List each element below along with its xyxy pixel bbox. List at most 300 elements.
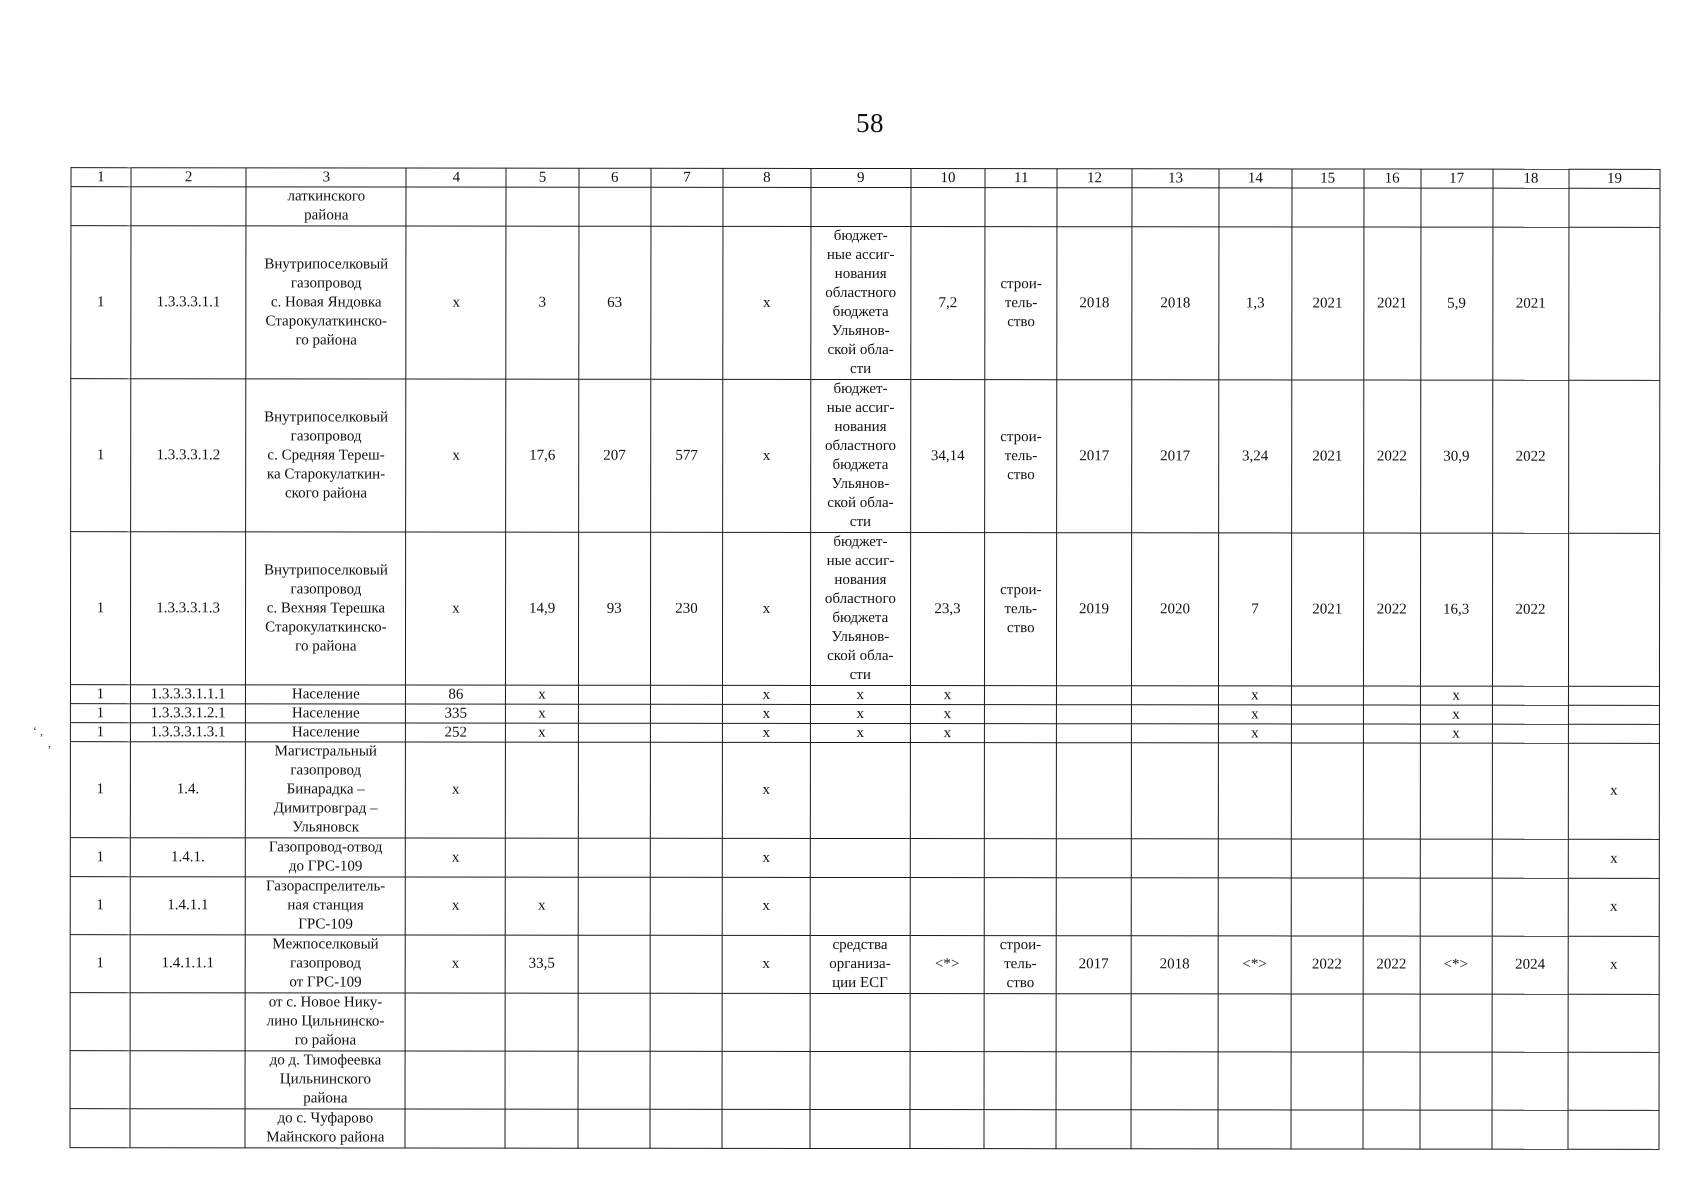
table-cell xyxy=(505,993,577,1051)
table-cell xyxy=(1420,994,1492,1052)
table-cell: х xyxy=(722,877,810,935)
table-cell: 1,3 xyxy=(1219,227,1291,380)
table-cell: 3 xyxy=(506,226,578,379)
table-cell: 2022 xyxy=(1363,533,1420,686)
table-cell: х xyxy=(506,704,578,723)
table-cell xyxy=(1057,839,1131,878)
table-cell xyxy=(1131,1052,1219,1110)
table-cell xyxy=(505,1109,577,1148)
table-cell xyxy=(723,187,811,226)
table-cell: <*> xyxy=(1218,936,1290,994)
table-cell xyxy=(1219,878,1291,936)
table-cell xyxy=(406,187,506,226)
table-cell xyxy=(1219,839,1291,878)
table-cell: 2021 xyxy=(1291,380,1363,533)
table-cell xyxy=(910,743,984,839)
table-cell xyxy=(1492,1052,1568,1110)
table-row xyxy=(71,379,1660,534)
table-cell xyxy=(1291,878,1363,936)
table-cell: х xyxy=(1568,839,1659,878)
table-cell: 1 xyxy=(70,838,130,877)
table-cell xyxy=(578,704,650,723)
table-cell xyxy=(984,839,1056,878)
table-row xyxy=(70,935,1659,995)
table-cell: Население xyxy=(246,685,406,704)
table-cell: х xyxy=(406,226,506,379)
table-row xyxy=(70,1051,1659,1111)
column-number-cell: 7 xyxy=(651,168,723,187)
table-cell xyxy=(810,1109,910,1148)
table-cell xyxy=(1420,743,1492,839)
table-cell xyxy=(1364,188,1421,227)
table-cell: 2017 xyxy=(1057,380,1131,533)
table-cell: 63 xyxy=(578,226,650,379)
table-cell: х xyxy=(406,877,506,935)
table-cell: 1 xyxy=(71,379,131,532)
table-cell: до д. Тимофеевка Цильнинского района xyxy=(245,1051,405,1109)
column-number-cell: 9 xyxy=(811,168,911,187)
table-cell: х xyxy=(810,723,910,742)
column-number-cell: 4 xyxy=(406,168,506,187)
table-cell xyxy=(1132,188,1220,227)
table-cell: Внутрипоселковый газопровод с. Новая Яндовка Старокулаткинско- го района xyxy=(246,226,406,379)
table-cell: х xyxy=(406,838,506,877)
table-row xyxy=(70,723,1659,744)
column-number-cell: 17 xyxy=(1421,169,1493,188)
table-cell xyxy=(910,1052,984,1110)
table-cell xyxy=(130,993,246,1051)
table-cell xyxy=(130,1109,246,1148)
table-cell xyxy=(71,187,131,226)
table-cell xyxy=(1057,878,1131,936)
table-cell xyxy=(70,1109,130,1148)
table-cell xyxy=(1363,743,1420,839)
table-cell: х xyxy=(506,685,578,704)
column-number-cell: 8 xyxy=(723,168,811,187)
table-cell xyxy=(650,838,722,877)
column-number-cell: 11 xyxy=(985,169,1057,188)
table-cell xyxy=(1291,686,1363,705)
table-cell: х xyxy=(910,724,984,743)
table-cell: 2024 xyxy=(1492,936,1568,994)
margin-mark: , xyxy=(48,736,51,750)
table-cell: х xyxy=(723,379,811,532)
table-cell xyxy=(910,994,984,1052)
column-number-cell: 14 xyxy=(1219,169,1291,188)
table-cell xyxy=(910,878,984,936)
table-cell xyxy=(1420,1052,1492,1110)
table-cell xyxy=(811,187,911,226)
column-number-cell: 1 xyxy=(71,168,131,187)
table-cell: бюджет- ные ассиг- нования областного бюджета Ульянов- ской обла- сти xyxy=(810,532,910,685)
table-cell: Межпоселковый газопровод от ГРС-109 xyxy=(246,935,406,993)
table-cell xyxy=(910,1110,984,1149)
column-number-cell: 16 xyxy=(1364,169,1421,188)
table-cell xyxy=(1363,705,1420,724)
table-cell: 207 xyxy=(578,379,650,532)
table-cell: х xyxy=(1219,686,1291,705)
table-cell xyxy=(506,742,578,838)
table-row xyxy=(71,187,1660,228)
table-cell xyxy=(1363,1052,1420,1110)
table-cell xyxy=(579,187,651,226)
table-cell: х xyxy=(506,877,578,935)
table-cell xyxy=(1131,724,1219,743)
column-number-cell: 3 xyxy=(246,168,406,187)
table-cell xyxy=(984,743,1056,839)
table-cell: 2019 xyxy=(1057,533,1131,686)
table-cell: 14,9 xyxy=(506,532,578,685)
table-cell xyxy=(578,723,650,742)
table-cell xyxy=(1057,686,1131,705)
table-cell: строи- тель- ство xyxy=(984,936,1056,994)
table-cell xyxy=(1363,686,1420,705)
table-row xyxy=(70,877,1659,937)
table-cell: х xyxy=(722,838,810,877)
table-cell xyxy=(578,838,650,877)
table-cell xyxy=(1131,743,1219,839)
table-cell xyxy=(1363,1110,1420,1149)
table-cell xyxy=(1131,994,1219,1052)
table-cell xyxy=(1131,839,1219,878)
table-cell xyxy=(1291,705,1363,724)
table-cell: 93 xyxy=(578,532,650,685)
table-cell xyxy=(1218,994,1290,1052)
table-cell xyxy=(1492,1110,1568,1149)
column-number-cell: 13 xyxy=(1132,169,1220,188)
table-cell xyxy=(650,1051,722,1109)
table-cell xyxy=(70,1051,130,1109)
table-cell: средства организа- ции ЕСГ xyxy=(810,935,910,993)
table-cell: <*> xyxy=(1420,936,1492,994)
table-cell xyxy=(131,187,247,226)
table-cell: строи- тель- ство xyxy=(985,380,1057,533)
table-cell: Газораспрелитель- ная станция ГРС-109 xyxy=(246,877,406,935)
table-cell: х xyxy=(723,226,811,379)
table-row xyxy=(70,838,1659,879)
table-cell xyxy=(1291,1052,1363,1110)
data-table xyxy=(69,167,1660,1150)
table-cell xyxy=(1218,1110,1290,1149)
table-cell xyxy=(1057,705,1131,724)
table-cell xyxy=(578,742,650,838)
table-cell: 1 xyxy=(71,226,131,379)
table-cell xyxy=(578,993,650,1051)
table-cell: 252 xyxy=(406,723,506,742)
table-cell: Внутрипоселковый газопровод с. Вехняя Терешка Старокулаткинско- го района xyxy=(246,532,406,685)
table-cell: 33,5 xyxy=(506,935,578,993)
table-cell xyxy=(722,1051,810,1109)
table-cell xyxy=(1363,724,1420,743)
table-cell: 1 xyxy=(70,685,130,704)
table-cell xyxy=(1363,839,1420,878)
table-cell xyxy=(1492,839,1568,878)
table-cell: бюджет- ные ассиг- нования областного бюджета Ульянов- ской обла- сти xyxy=(811,226,911,379)
table-cell: 577 xyxy=(650,379,722,532)
table-cell xyxy=(985,188,1057,227)
table-cell: строи- тель- ство xyxy=(985,227,1057,380)
table-cell: 2022 xyxy=(1291,936,1363,994)
table-cell: 2022 xyxy=(1492,380,1569,533)
table-cell xyxy=(405,993,505,1051)
column-number-cell: 18 xyxy=(1493,169,1569,188)
table-cell: бюджет- ные ассиг- нования областного бюджета Ульянов- ской обла- сти xyxy=(810,379,910,532)
table-cell: до с. Чуфарово Майнского района xyxy=(245,1109,405,1148)
table-cell: 1 xyxy=(70,877,130,935)
table-cell: 1.4.1. xyxy=(130,838,246,877)
table-cell: х xyxy=(722,723,810,742)
table-cell: 2021 xyxy=(1493,227,1570,380)
table-cell: Магистральный газопровод Бинарадка – Димитровград – Ульяновск xyxy=(246,742,406,838)
table-cell xyxy=(985,686,1057,705)
table-cell xyxy=(810,838,910,877)
table-cell xyxy=(1492,724,1568,743)
table-cell xyxy=(1291,1110,1363,1149)
table-cell: 7 xyxy=(1219,533,1291,686)
table-cell: Население xyxy=(246,723,406,742)
table-cell: 1.3.3.3.1.2 xyxy=(130,379,246,532)
table-cell xyxy=(1131,686,1219,705)
table-cell xyxy=(650,935,722,993)
table-cell xyxy=(1056,994,1130,1052)
table-cell xyxy=(1493,188,1569,227)
column-number-cell: 12 xyxy=(1057,169,1131,188)
table-cell xyxy=(1363,994,1420,1052)
table-cell xyxy=(1569,686,1660,705)
table-cell: х xyxy=(810,704,910,723)
table-cell xyxy=(1420,878,1492,936)
table-row xyxy=(70,685,1659,706)
table-cell xyxy=(1291,839,1363,878)
table-cell: 2018 xyxy=(1131,936,1219,994)
table-cell: Газопровод-отвод до ГРС-109 xyxy=(246,838,406,877)
column-number-cell: 10 xyxy=(911,169,985,188)
table-cell xyxy=(1492,994,1568,1052)
table-cell xyxy=(1056,1110,1130,1149)
table-cell: х xyxy=(406,532,506,685)
table-cell xyxy=(1056,1052,1130,1110)
table-row xyxy=(70,532,1659,687)
table-cell xyxy=(911,188,985,227)
table-cell xyxy=(1569,188,1660,227)
table-cell: х xyxy=(405,935,505,993)
table-cell: 1.4.1.1.1 xyxy=(130,935,246,993)
table-cell: 2022 xyxy=(1363,380,1420,533)
table-cell: 1.3.3.3.1.2.1 xyxy=(130,704,246,723)
table-cell xyxy=(578,877,650,935)
table-cell: от с. Новое Нику- лино Цильнинско- го района xyxy=(245,993,405,1051)
table-cell xyxy=(1569,380,1660,533)
table-cell xyxy=(984,994,1056,1052)
table-row xyxy=(71,226,1660,381)
table-cell xyxy=(1420,188,1492,227)
table-cell xyxy=(578,935,650,993)
table-cell xyxy=(1291,994,1363,1052)
table-row xyxy=(70,993,1659,1053)
table-cell xyxy=(984,1052,1056,1110)
table-cell: 17,6 xyxy=(506,379,578,532)
table-cell: 335 xyxy=(406,704,506,723)
table-cell xyxy=(1420,1110,1492,1149)
table-cell xyxy=(1569,533,1660,686)
table-cell xyxy=(405,1109,505,1148)
table-cell: 1 xyxy=(70,935,130,993)
table-cell: х xyxy=(723,532,811,685)
table-cell xyxy=(578,1109,650,1148)
table-cell: 2021 xyxy=(1291,227,1363,380)
table-cell xyxy=(810,993,910,1051)
table-cell: 2018 xyxy=(1131,227,1219,380)
table-cell: х xyxy=(506,723,578,742)
table-cell xyxy=(506,838,578,877)
table-cell xyxy=(650,723,722,742)
table-cell: х xyxy=(1219,705,1291,724)
table-cell: 2021 xyxy=(1291,533,1363,686)
table-cell: 1.4. xyxy=(130,742,246,838)
table-cell: 5,9 xyxy=(1420,227,1492,380)
table-cell xyxy=(985,705,1057,724)
table-cell xyxy=(1569,227,1660,380)
table-cell xyxy=(70,993,130,1051)
table-cell xyxy=(1131,878,1219,936)
table-cell xyxy=(1218,1052,1290,1110)
table-cell xyxy=(1131,705,1219,724)
table-cell: 1.3.3.3.1.3 xyxy=(130,532,246,685)
table-cell xyxy=(722,1109,810,1148)
table-cell xyxy=(1363,878,1420,936)
table-cell: х xyxy=(910,705,984,724)
column-number-cell: 6 xyxy=(579,168,651,187)
table-cell xyxy=(1568,1052,1659,1110)
table-cell: 16,3 xyxy=(1420,533,1492,686)
table-cell xyxy=(810,877,910,935)
table-cell xyxy=(1219,743,1291,839)
table-cell: 2020 xyxy=(1131,533,1219,686)
table-cell xyxy=(506,187,578,226)
table-cell: х xyxy=(1568,878,1659,936)
table-cell: <*> xyxy=(910,936,984,994)
table-cell xyxy=(1492,878,1568,936)
table-cell xyxy=(1057,188,1131,227)
table-cell: Внутрипоселковый газопровод с. Средняя Тереш- ка Старокулаткин- ского района xyxy=(246,379,406,532)
table-header-row xyxy=(71,168,1660,189)
table-cell xyxy=(984,1110,1056,1149)
table-cell: 2017 xyxy=(1056,936,1130,994)
table-cell: латкинского района xyxy=(246,187,406,226)
table-cell: х xyxy=(1568,936,1659,994)
table-cell xyxy=(1057,724,1131,743)
table-cell: х xyxy=(910,686,984,705)
table-cell xyxy=(722,993,810,1051)
table-cell: х xyxy=(1568,743,1659,839)
table-cell: Население xyxy=(246,704,406,723)
table-cell: х xyxy=(810,685,910,704)
table-row xyxy=(70,742,1659,840)
table-cell: 3,24 xyxy=(1219,380,1291,533)
table-row xyxy=(70,1109,1659,1150)
table-cell: строи- тель- ство xyxy=(985,533,1057,686)
table-cell: 1.4.1.1 xyxy=(130,877,246,935)
table-cell xyxy=(1219,188,1291,227)
table-cell xyxy=(1492,705,1568,724)
table-cell xyxy=(505,1051,577,1109)
page-number: 58 xyxy=(856,108,884,138)
table-cell xyxy=(1131,1110,1219,1149)
column-number-cell: 2 xyxy=(131,168,247,187)
table-cell xyxy=(130,1051,246,1109)
table-cell: 7,2 xyxy=(911,227,985,380)
table-cell: 2021 xyxy=(1364,227,1421,380)
table-cell xyxy=(650,742,722,838)
table-cell xyxy=(1492,743,1568,839)
table-cell: 1.3.3.3.1.1 xyxy=(131,226,247,379)
table-cell: 2022 xyxy=(1363,936,1420,994)
table-cell xyxy=(1568,1110,1659,1149)
table-cell: 1.3.3.3.1.1.1 xyxy=(130,685,246,704)
table-cell xyxy=(650,993,722,1051)
table-cell: х xyxy=(722,742,810,838)
table-cell xyxy=(650,685,722,704)
column-number-cell: 15 xyxy=(1292,169,1364,188)
table-cell xyxy=(810,1051,910,1109)
table-cell: 1 xyxy=(70,742,130,838)
table-cell xyxy=(910,839,984,878)
table-cell: х xyxy=(1219,724,1291,743)
table-cell: х xyxy=(406,742,506,838)
table-cell xyxy=(1291,188,1363,227)
margin-mark: ‘ , xyxy=(33,724,43,738)
table-cell: 34,14 xyxy=(910,380,984,533)
table-cell: х xyxy=(406,379,506,532)
table-cell xyxy=(1569,705,1660,724)
table-cell: 230 xyxy=(650,532,722,685)
table-cell xyxy=(651,226,723,379)
table-cell xyxy=(984,878,1056,936)
table-cell: х xyxy=(722,935,810,993)
table-cell xyxy=(1057,743,1131,839)
table-cell xyxy=(1291,724,1363,743)
table-cell xyxy=(1568,994,1659,1052)
table-cell: 2018 xyxy=(1057,227,1131,380)
table-cell: х xyxy=(1420,724,1492,743)
table-cell: 30,9 xyxy=(1420,380,1492,533)
table-cell: 1 xyxy=(70,532,130,685)
table-cell: 1 xyxy=(70,723,130,742)
table-cell xyxy=(810,742,910,838)
column-number-cell: 19 xyxy=(1569,169,1660,188)
table-cell: 23,3 xyxy=(910,533,984,686)
table-cell xyxy=(985,724,1057,743)
table-cell xyxy=(1492,686,1568,705)
table-cell xyxy=(1291,743,1363,839)
table-cell xyxy=(1420,839,1492,878)
table-cell: 1 xyxy=(70,704,130,723)
table-cell xyxy=(578,685,650,704)
table-cell xyxy=(578,1051,650,1109)
table-cell xyxy=(650,877,722,935)
table-cell: 1.3.3.3.1.3.1 xyxy=(130,723,246,742)
table-cell: 2022 xyxy=(1492,533,1569,686)
table-cell: 2017 xyxy=(1131,380,1219,533)
table-cell xyxy=(1568,724,1659,743)
column-number-cell: 5 xyxy=(506,168,578,187)
table-cell: х xyxy=(722,704,810,723)
table-cell xyxy=(651,187,723,226)
table-cell: х xyxy=(1420,705,1492,724)
table-cell xyxy=(405,1051,505,1109)
table-cell xyxy=(650,1109,722,1148)
table-row xyxy=(70,704,1659,725)
